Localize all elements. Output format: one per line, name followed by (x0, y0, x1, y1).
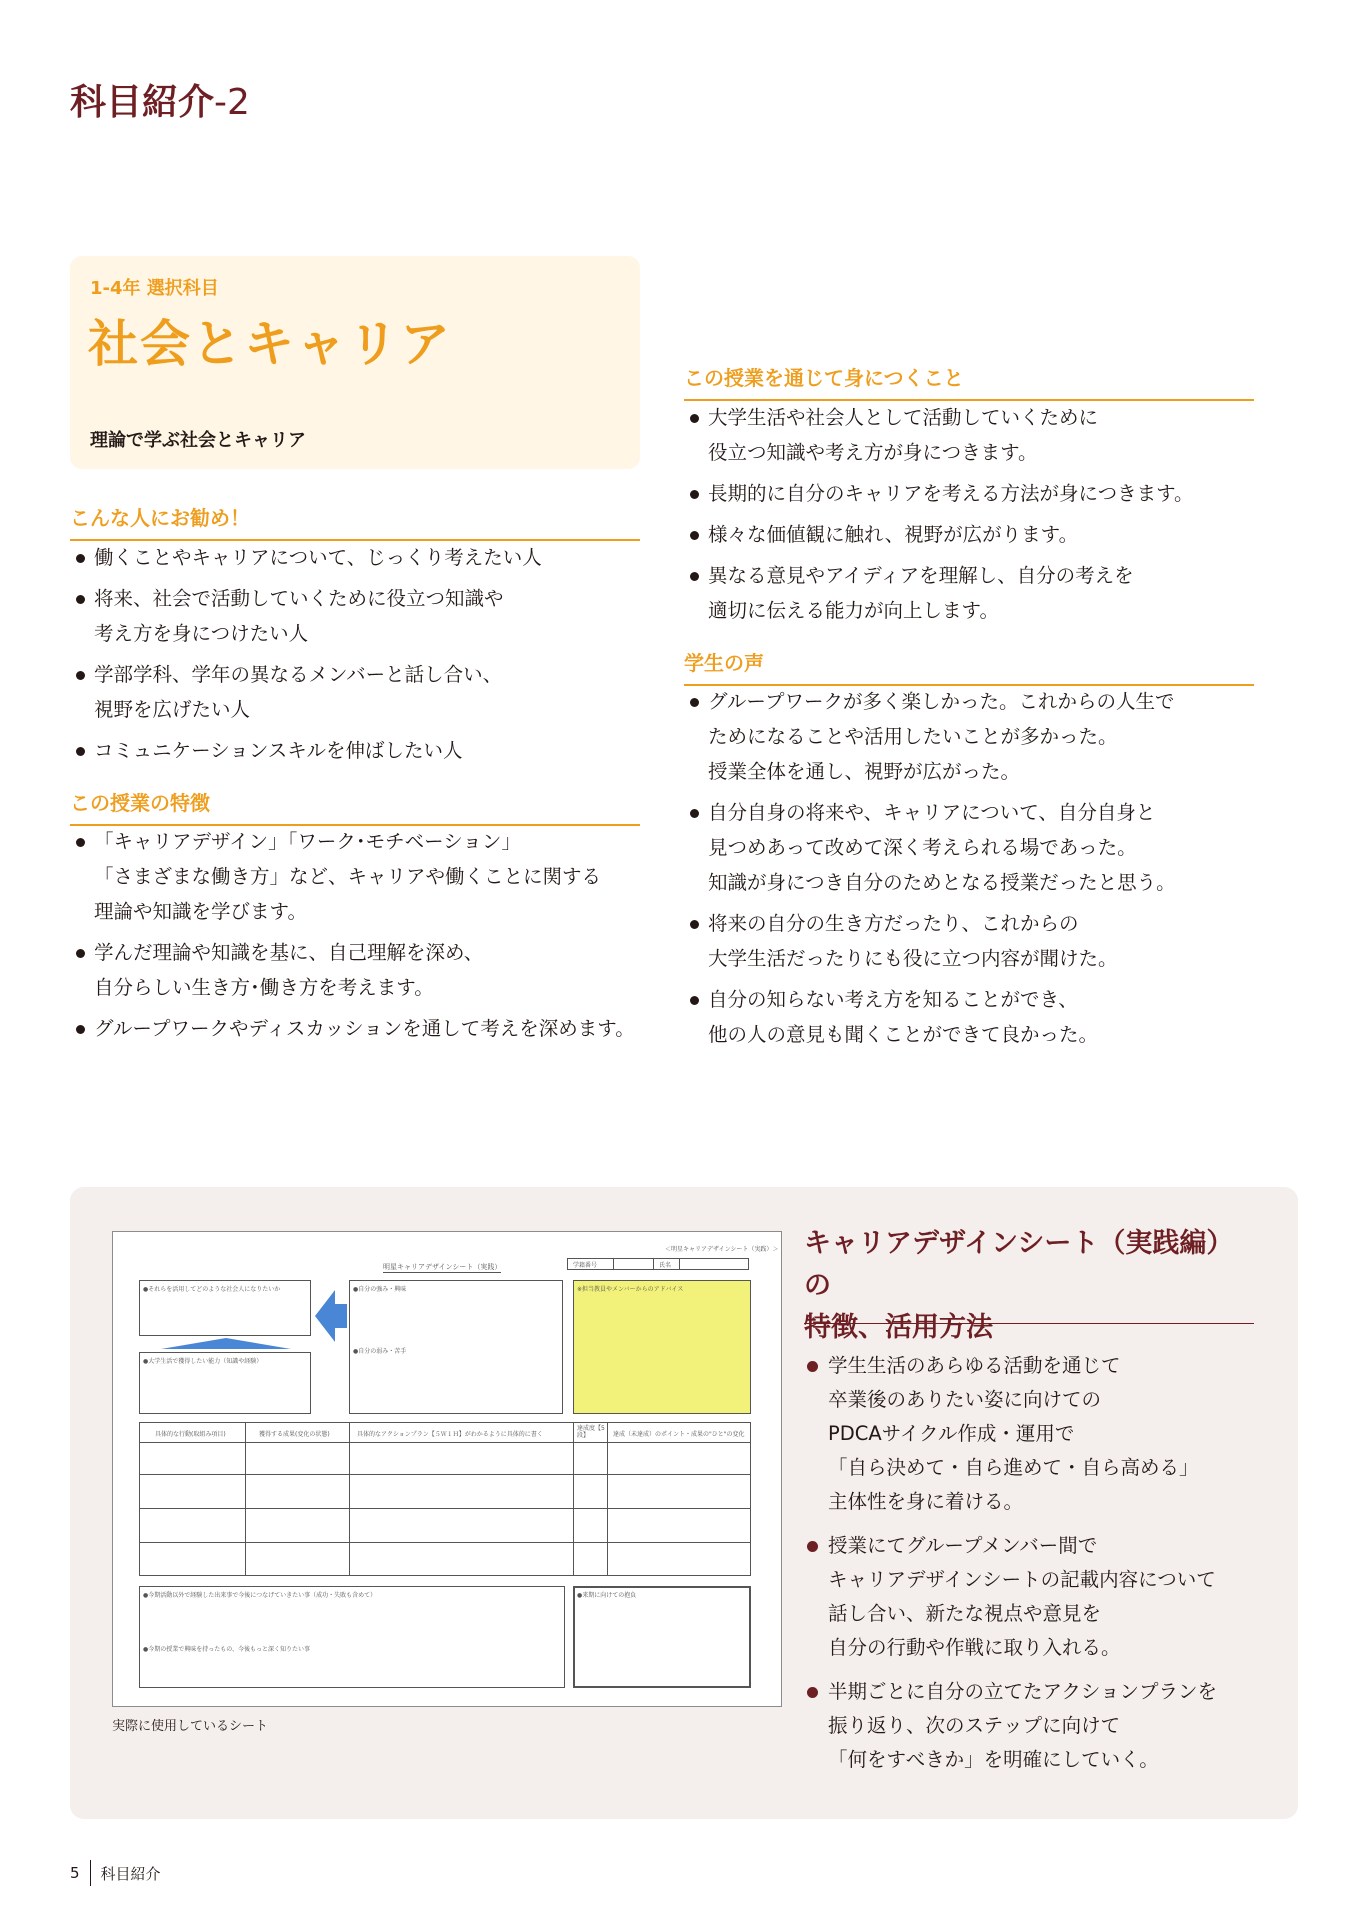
footer-divider (90, 1860, 91, 1886)
sheet-col-label: 獲得する成果(変化の状態) (259, 1431, 330, 1438)
course-header-card (70, 256, 640, 469)
course-grade-label: 1-4年 選択科目 (90, 278, 219, 299)
sheet-box-label: ●今期の授業で興味を持ったもの、今後もっと深く知りたい事 (143, 1646, 310, 1653)
career-design-sheet-panel (70, 1187, 1298, 1819)
page-footer (70, 1860, 161, 1886)
outcomes-heading: この授業を通じて身につくこと (684, 362, 1254, 401)
sheet-col-label: 達成（未達成）のポイント・成果の"ひと"の変化 (613, 1431, 745, 1438)
sheet-row-line (139, 1542, 751, 1543)
sheet-box-label: ●それらを活用してどのような社会人になりたいか (143, 1286, 281, 1293)
sheet-col-line (245, 1422, 246, 1576)
sheet-col-label: 達成度【5段】 (577, 1425, 605, 1439)
sheet-divider (613, 1258, 614, 1270)
page-title (70, 74, 250, 125)
left-arrow-icon (313, 1288, 349, 1344)
sheet-advice-box (573, 1280, 751, 1414)
page-number: 5 (70, 1864, 80, 1882)
career-design-sheet-image (112, 1231, 782, 1707)
design-sheet-heading-rule (804, 1323, 1254, 1324)
list-item: 自分自身の将来や、キャリアについて、自分自身と 見つめあって改めて深く考えられる場であった。 知識が身につき自分のためとなる授業だったと思う。 (684, 795, 1254, 900)
sheet-title-underline (383, 1272, 501, 1273)
sheet-divider (653, 1258, 654, 1270)
list-item: 働くことやキャリアについて、じっくり考えたい人 (70, 540, 640, 575)
sheet-box (139, 1586, 565, 1688)
design-sheet-heading: キャリアデザインシート（実践編）の 特徴、活用方法 (804, 1228, 1234, 1343)
sheet-box-label: ●自分の強み・興味 (353, 1286, 407, 1293)
voices-list (684, 684, 1254, 1058)
features-heading: この授業の特徴 (70, 787, 640, 826)
list-item: 学んだ理論や知識を基に、自己理解を深め、 自分らしい生き方･働き方を考えます。 (70, 935, 670, 1005)
sheet-box-label: ●今期活動以外で経験した出来事で今後につなげていきたい事（成功・失敗も含めて） (143, 1592, 377, 1599)
sheet-caption: 実際に使用しているシート (112, 1719, 269, 1734)
list-item: 将来の自分の生き方だったり、これからの 大学生活だったりにも役に立つ内容が聞けた。 (684, 906, 1254, 976)
sheet-student-no-label: 学籍番号 (573, 1262, 598, 1269)
list-item: 大学生活や社会人として活動していくために 役立つ知識や考え方が身につきます。 (684, 400, 1254, 470)
sheet-action-table (139, 1422, 751, 1576)
sheet-box-label: ●来期に向けての抱負 (577, 1592, 637, 1599)
page-title-main: 科目紹介 (70, 82, 215, 123)
sheet-col-line (349, 1422, 350, 1576)
recommended-list (70, 540, 640, 774)
list-item: 異なる意見やアイディアを理解し、自分の考えを 適切に伝える能力が向上します。 (684, 558, 1254, 628)
recommended-heading: こんな人にお勧め！ (70, 502, 640, 541)
features-list (70, 824, 670, 1052)
list-item: 様々な価値観に触れ、視野が広がります。 (684, 517, 1254, 552)
list-item: 「キャリアデザイン」「ワーク･モチベーション」 「さまざまな働き方」など、キャリアや働くことに関する 理論や知識を学びます。 (70, 824, 670, 929)
list-item: 将来、社会で活動していくために役立つ知識や 考え方を身につけたい人 (70, 581, 640, 651)
list-item: コミュニケーションスキルを伸ばしたい人 (70, 733, 640, 768)
list-item: グループワークが多く楽しかった。これからの人生で ためになることや活用したいことが多かった。 授業全体を通し、視野が広がった。 (684, 684, 1254, 789)
list-item: 授業にてグループメンバー間で キャリアデザインシートの記載内容について 話し合い、新たな視点や意見を 自分の行動や作戦に取り入れる。 (804, 1529, 1284, 1665)
sheet-col-line (607, 1422, 608, 1576)
sheet-top-note: ＜明星キャリアデザインシート（実践）＞ (665, 1246, 779, 1253)
list-item: 学生生活のあらゆる活動を通じて 卒業後のありたい姿に向けての PDCAサイクル作成・運用で 「自ら決めて・自ら進めて・自ら高める」 主体性を身に着ける。 (804, 1349, 1284, 1519)
list-item: 学部学科、学年の異なるメンバーと話し合い、 視野を広げたい人 (70, 657, 640, 727)
footer-section-label: 科目紹介 (100, 1864, 161, 1883)
sheet-row-line (139, 1474, 751, 1475)
sheet-box (573, 1586, 751, 1688)
course-subtitle: 理論で学ぶ社会とキャリア (90, 430, 306, 451)
list-item: 半期ごとに自分の立てたアクションプランを 振り返り、次のステップに向けて 「何をすべきか」を明確にしていく。 (804, 1675, 1284, 1777)
sheet-divider (679, 1258, 680, 1270)
design-sheet-list (804, 1349, 1284, 1787)
sheet-row-line (139, 1508, 751, 1509)
voices-heading: 学生の声 (684, 647, 1254, 686)
up-arrow-shape (161, 1338, 291, 1350)
list-item: 長期的に自分のキャリアを考える方法が身につきます。 (684, 476, 1254, 511)
sheet-box-label: ●大学生活で獲得したい能力（知識や経験） (143, 1358, 263, 1365)
sheet-col-label: 具体的な行動(取組み項目) (155, 1431, 226, 1438)
sheet-row-line (139, 1442, 751, 1443)
page-title-number: -2 (214, 82, 250, 123)
sheet-col-line (573, 1422, 574, 1576)
sheet-col-label: 具体的なアクションプラン【５Ｗ１Ｈ】がわかるように具体的に書く (357, 1431, 543, 1438)
sheet-box-label: ●自分の弱み・苦手 (353, 1348, 407, 1355)
sheet-box-label: ※担当教員やメンバーからのアドバイス (577, 1286, 684, 1293)
sheet-name-label: 氏名 (659, 1262, 672, 1269)
list-item: グループワークやディスカッションを通して考えを深めます。 (70, 1011, 670, 1046)
course-title: 社会とキャリア (88, 315, 452, 373)
outcomes-list (684, 400, 1254, 634)
sheet-title: 明星キャリアデザインシート（実践） (383, 1263, 502, 1271)
list-item: 自分の知らない考え方を知ることができ、 他の人の意見も聞くことができて良かった。 (684, 982, 1254, 1052)
